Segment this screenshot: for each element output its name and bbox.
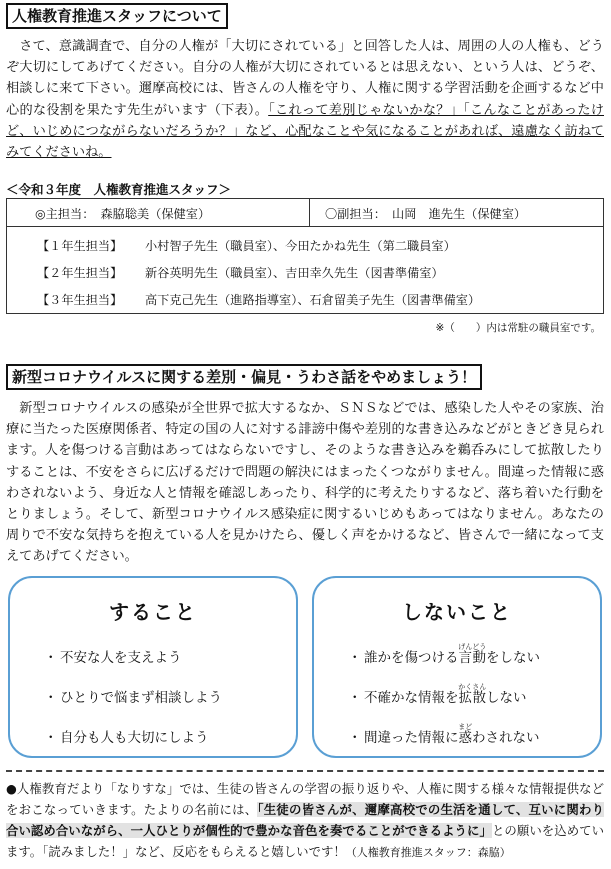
footer-text: ●人権教育だより「なりすな」では、生徒の皆さんの学習の振り返りや、人権に関する様々な情報提供などをおこなっていきます。たよりの名前には、 <box>6 781 604 817</box>
corona-text: 新型コロナウイルスの感染が全世界で拡大するなか、ＳＮＳなどでは、感染した人やその家族、治療に当たった医療関係者、特定の国の人に対する誹謗中傷や差別的な書き込みなどがときどき見られます。人を傷つける言動はあってはならないですし、そのような書き込みを鵜呑みにして拡散したりすることは、不安をさらに広げるだけで問題の解決にはまったくつながりません。間違った情報に惑わされないよう、身近な人と情報を確認しあったり、科学的に考えたりするなど、落ち着いた行動をとりましょう。そして、新型コロナウイルス感染症に関するいじめもあってはなりません。あなたの周りで不安な気持ちを抱えている人を見かけたら、優しく声をかけるなど、皆さんで一緒になって支えてあげてください。 <box>6 401 604 565</box>
footer-text-end: との願いを込めています。「読みました！」など、反応をもらえると嬉しいです！ <box>6 823 605 859</box>
staff-table <box>6 198 604 314</box>
dont-list <box>348 638 540 758</box>
dont-item: ・ 間違った情報に惑まどわされない <box>348 723 540 746</box>
dont-item: ・ 誰かを傷つける言動げんどうをしない <box>348 643 540 666</box>
dont-card <box>312 576 602 758</box>
do-item: ・ 不安な人を支えよう <box>44 650 182 666</box>
chief-staff: ◎主担当： 森脇聡美（保健室） <box>35 207 211 221</box>
vice-staff: 〇副担当： 山岡 進先生（保健室） <box>325 207 527 221</box>
do-item: ・ 自分も人も大切にしよう <box>44 730 209 746</box>
grade-label: 【２年生担当】 <box>37 266 123 280</box>
footer-paragraph <box>6 778 604 863</box>
grade-staff-names: 新谷英明先生（職員室）、吉田幸久先生（図書準備室） <box>145 266 444 280</box>
footer-signature: （人権教育推進スタッフ：森脇） <box>345 846 511 859</box>
grade-staff-names: 小村智子先生（職員室）、今田たかね先生（第二職員室） <box>145 239 456 253</box>
section-title-corona: 新型コロナウイルスに関する差別・偏見・うわさ話をやめましょう！ <box>6 364 482 390</box>
section-title-staff: 人権教育推進スタッフについて <box>6 3 228 29</box>
intro-underlined-text: 「これって差別じゃないかな？」「こんなことがあったけど、いじめにつながらないだろうか？」など、心配なことや気になることがあれば、遠慮なく訪ねてみてくださいね。 <box>6 102 604 161</box>
do-list <box>44 638 222 758</box>
grade-row-1 <box>37 237 456 254</box>
footer-highlight: 「生徒の皆さんが、邇摩高校での生活を通して、互いに関わり合い認め合いながら、一人ひとりが個性的で豊かな音色を奏でることができるように」 <box>6 802 604 838</box>
staff-note: ※（ ）内は常駐の職員室です。 <box>435 322 601 334</box>
table-divider <box>309 199 310 226</box>
dont-card-title: しないこと <box>402 600 512 624</box>
dashed-divider <box>6 770 604 772</box>
grade-row-2 <box>37 264 444 281</box>
do-card-title: すること <box>109 600 197 624</box>
staff-intro-paragraph <box>6 36 604 163</box>
do-card <box>8 576 298 758</box>
grade-row-3 <box>37 291 480 308</box>
grade-label: 【１年生担当】 <box>37 239 123 253</box>
staff-table-heading: ＜令和３年度 人権教育推進スタッフ＞ <box>6 182 232 197</box>
grade-label: 【３年生担当】 <box>37 293 123 307</box>
intro-text: さて、意識調査で、自分の人権が「大切にされている」と回答した人は、周囲の人の人権も、どうぞ大切にしてあげてください。自分の人権が大切にされているとは思えない、という人は、どうぞ、相談しに来て下さい。邇摩高校には、皆さんの人権を守り、人権に関する学習活動を企画するなど中心的な役割を果たす先生がいます（下表）。 <box>6 39 604 118</box>
staff-leaders-row <box>7 199 603 227</box>
grade-staff-names: 高下克己先生（進路指導室）、石倉留美子先生（図書準備室） <box>145 293 481 307</box>
corona-paragraph <box>6 398 604 568</box>
dont-item: ・ 不確かな情報を拡散かくさんしない <box>348 683 527 706</box>
do-item: ・ ひとりで悩まず相談しよう <box>44 690 222 706</box>
